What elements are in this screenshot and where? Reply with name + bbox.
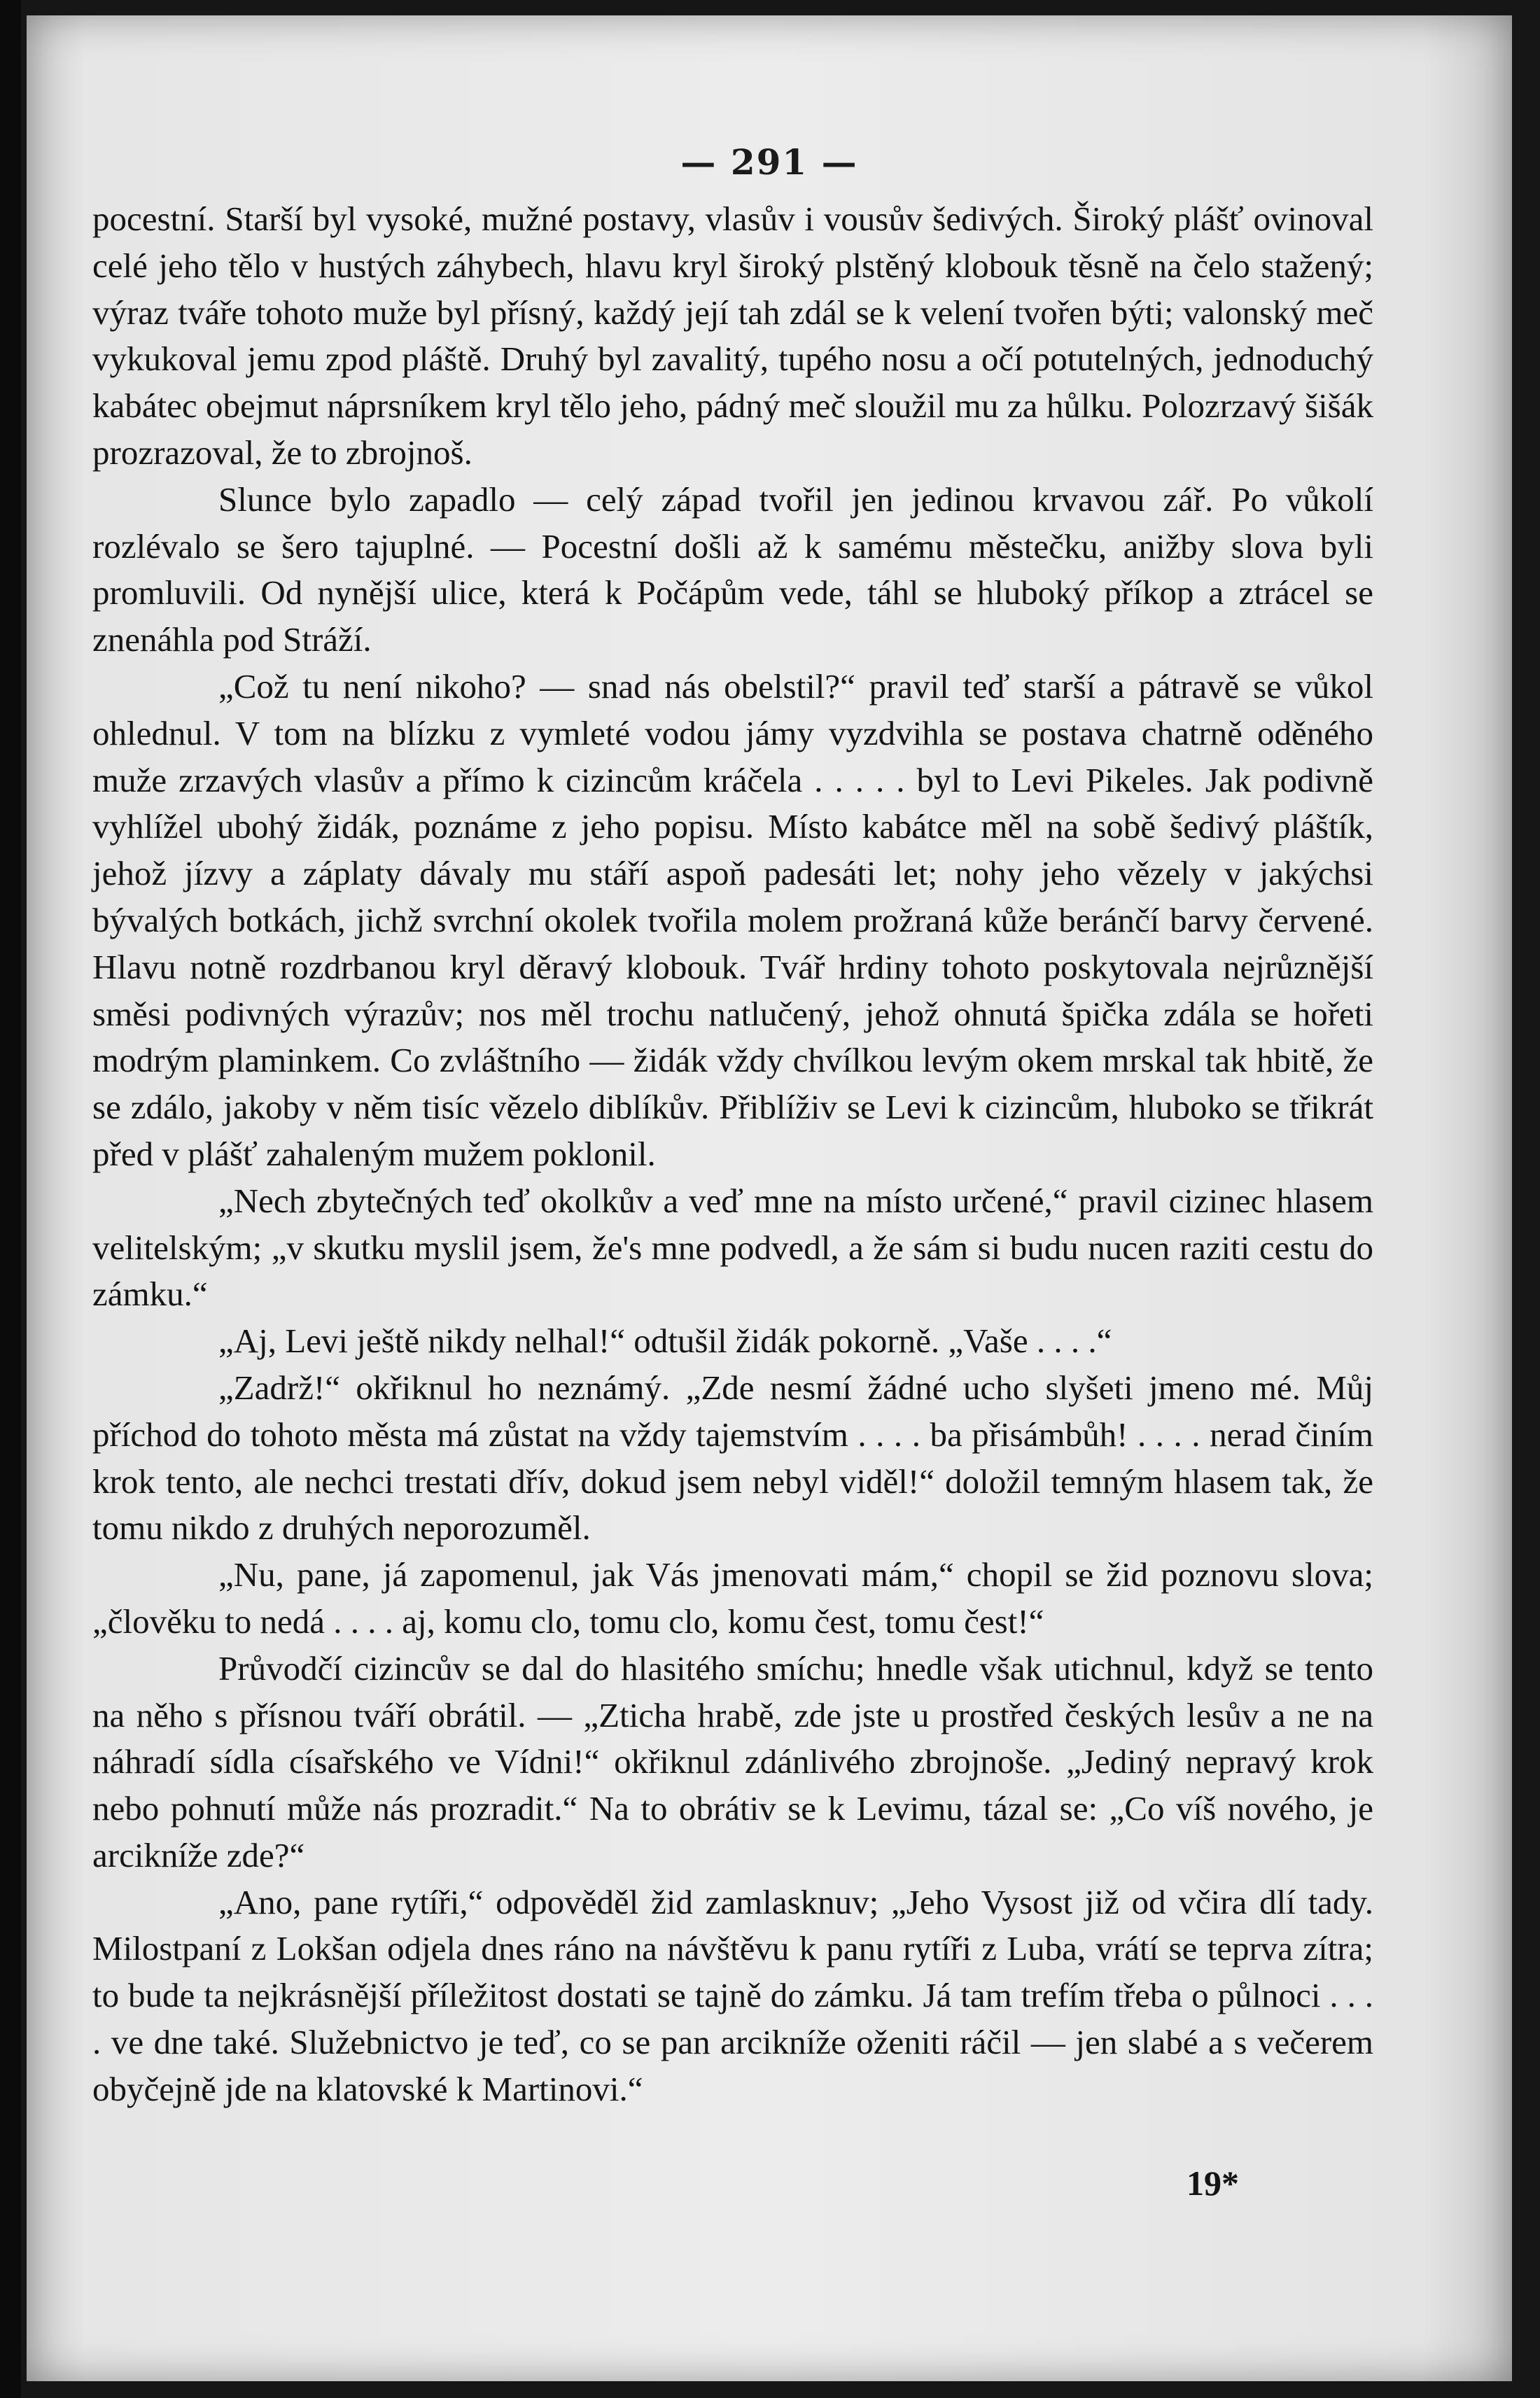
paragraph-7: „Nu, pane, já zapomenul, jak Vás jmenovati mám,“ chopil se žid poznovu slova; „člověku to nedá . . . . aj, komu clo, tomu clo, komu čest, tomu čest!“ (92, 1555, 1373, 1641)
body-text (92, 196, 1373, 2113)
paragraph-2: Slunce bylo zapadlo — celý západ tvořil jen jedinou krvavou zář. Po vůkolí rozlévalo se šero tajuplné. — Pocestní došli až k samému městečku, anižby slova byli promluvili. Od nynější ulice, která k Počápům vede, táhl se hluboký příkop a ztrácel se znenáhla pod Stráží. (92, 479, 1373, 659)
signature-mark: 19* (1186, 2164, 1239, 2203)
paragraph-8: Průvodčí cizincův se dal do hlasitého smíchu; hnedle však utichnul, když se tento na něho s přísnou tváří obrátil. — „Zticha hrabě, zde jste u prostřed českých lesův a ne na náhradí sídla císařského ve Vídni!“ okřiknul zdánlivého zbrojnoše. „Jediný nepravý krok nebo pohnutí může nás prozradit.“ Na to obrátiv se k Levimu, tázal se: „Co víš nového, je arcikníže zde?“ (92, 1648, 1373, 1874)
page-number: — 291 — (680, 141, 858, 183)
book-spine-shadow (0, 0, 21, 2398)
paragraph-9: „Ano, pane rytíři,“ odpověděl žid zamlasknuv; „Jeho Vysost již od včira dlí tady. Milostpaní z Lokšan odjela dnes ráno na návštěvu k panu rytíři z Luba, vrátí se teprva zítra; to bude ta nejkrásnější příležitost dostati se tajně do zámku. Já tam trefím třeba o půlnoci . . . . ve dne také. Služebnictvo je teď, co se pan arcikníže oženiti ráčil — jen slabé a s večerem obyčejně jde na klatovské k Martinovi.“ (92, 1882, 1373, 2108)
paragraph-5: „Aj, Levi ještě nikdy nelhal!“ odtušil židák pokorně. „Vaše . . . .“ (218, 1321, 1112, 1361)
paragraph-1: pocestní. Starší byl vysoké, mužné postavy, vlasův i vousův šedivých. Široký plášť ovinoval celé jeho tělo v hustých záhybech, hlavu kryl široký plstěný klobouk těsně na čelo stažený; výraz tváře tohoto muže byl přísný, každý její tah zdál se k velení tvořen býti; valonský meč vykukoval jemu zpod pláště. Druhý byl zavalitý, tupého nosu a očí potutelných, jednoduchý kabátec obejmut náprsníkem kryl tělo jeho, pádný meč sloužil mu za hůlku. Polozrzavý šišák prozrazoval, že to zbrojnoš. (92, 199, 1373, 472)
paragraph-6: „Zadrž!“ okřiknul ho neznámý. „Zde nesmí žádné ucho slyšeti jmeno mé. Můj příchod do tohoto města má zůstat na vždy tajemstvím . . . . ba přisámbůh! . . . . nerad činím krok tento, ale nechci trestati dřív, dokud jsem nebyl viděl!“ doložil temným hlasem tak, že tomu nikdo z druhých neporozuměl. (92, 1368, 1373, 1548)
paragraph-3: „Což tu není nikoho? — snad nás obelstil?“ pravil teď starší a pátravě se vůkol ohlednul. V tom na blízku z vymleté vodou jámy vyzdvihla se postava chatrně oděného muže zrzavých vlasův a přímo k cizincům kráčela . . . . . byl to Levi Pikeles. Jak podivně vyhlížel ubohý židák, poznáme z jeho popisu. Místo kabátce měl na sobě šedivý pláštík, jehož jízvy a záplaty dávaly mu stáří aspoň padesáti let; nohy jeho vězely v jakýchsi bývalých botkách, jichž svrchní okolek tvořila molem prožraná kůže beránčí barvy červené. Hlavu notně rozdrbanou kryl děravý klobouk. Tvář hrdiny tohoto poskytovala nejrůznější směsi podivných výrazův; nos měl trochu natlučený, jehož ohnutá špička zdála se hořeti modrým plaminkem. Co zvláštního — židák vždy chvílkou levým okem mrskal tak hbitě, že se zdálo, jakoby v něm tisíc vězelo diblíkův. Přiblíživ se Levi k cizincům, hluboko se třikrát před v plášť zahaleným mužem poklonil. (92, 666, 1373, 1173)
paragraph-4: „Nech zbytečných teď okolkův a veď mne na místo určené,“ pravil cizinec hlasem velitelským; „v skutku myslil jsem, že's mne podvedl, a že sám si budu nucen raziti cestu do zámku.“ (92, 1181, 1373, 1314)
